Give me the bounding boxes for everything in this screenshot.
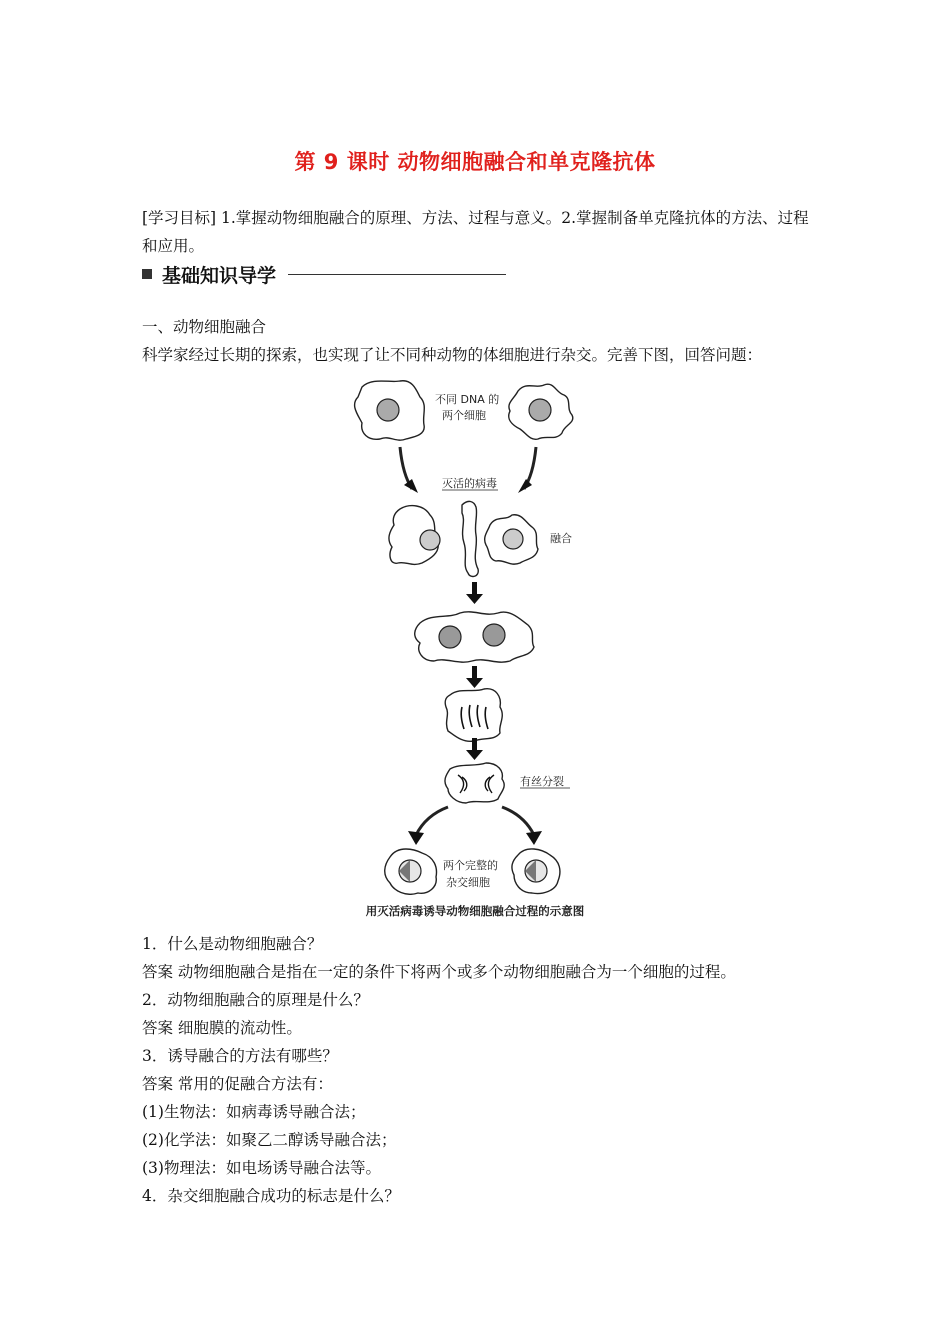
label-cells-line1: 不同 DNA 的	[435, 393, 500, 406]
label-hybrid-line1: 两个完整的	[443, 859, 498, 872]
diagram-caption: 用灭活病毒诱导动物细胞融合过程的示意图	[365, 904, 585, 918]
binucleate-cell	[415, 612, 534, 662]
fusion-nucleus-right	[503, 529, 523, 549]
section-header	[142, 259, 506, 289]
fusion-nucleus-left	[420, 530, 440, 550]
qa-line-5: 3．诱导融合的方法有哪些？	[142, 1047, 338, 1065]
page-title: 第 9 课时 动物细胞融合和单克隆抗体	[294, 150, 656, 174]
binucleate-nucleus-2	[483, 624, 505, 646]
label-hybrid-line2: 杂交细胞	[446, 876, 490, 889]
heading-rule	[288, 274, 506, 275]
arrow-down-left	[416, 807, 448, 835]
qa-line-10: 4．杂交细胞融合成功的标志是什么？	[142, 1187, 400, 1205]
intro-paragraph: 科学家经过长期的探索，也实现了让不同种动物的体细胞进行杂交。完善下图，回答问题：	[142, 346, 763, 364]
section-heading: 基础知识导学	[162, 264, 277, 287]
qa-line-3: 2．动物细胞融合的原理是什么？	[142, 991, 369, 1009]
qa-line-1: 1．什么是动物细胞融合？	[142, 935, 323, 953]
label-cells-line2: 两个细胞	[442, 409, 486, 422]
arrow-down-right	[502, 807, 534, 835]
label-fusion: 融合	[550, 532, 572, 545]
sub-heading: 一、动物细胞融合	[142, 318, 267, 336]
binucleate-nucleus-1	[439, 626, 461, 648]
nucleus-right	[529, 399, 551, 421]
qa-line-2: 答案 动物细胞融合是指在一定的条件下将两个或多个动物细胞融合为一个细胞的过程。	[142, 963, 736, 981]
qa-line-8: (2)化学法：如聚乙二醇诱导融合法；	[142, 1131, 397, 1149]
label-mitosis: 有丝分裂	[520, 775, 564, 788]
qa-line-4: 答案 细胞膜的流动性。	[142, 1019, 302, 1037]
label-virus: 灭活的病毒	[442, 477, 497, 490]
cell-fusion-diagram	[350, 375, 600, 895]
nucleus-left	[377, 399, 399, 421]
qa-line-9: (3)物理法：如电场诱导融合法等。	[142, 1159, 381, 1177]
chromosome-cell	[445, 689, 502, 742]
virus-bridge	[462, 501, 478, 576]
qa-line-7: (1)生物法：如病毒诱导融合法；	[142, 1103, 366, 1121]
learning-objective: [学习目标] 1.掌握动物细胞融合的原理、方法、过程与意义。2.掌握制备单克隆抗体的方法、过程和应用。	[142, 209, 809, 255]
qa-line-6: 答案 常用的促融合方法有：	[142, 1075, 333, 1093]
mitosis-cell	[445, 763, 504, 803]
square-bullet-icon	[142, 269, 152, 279]
